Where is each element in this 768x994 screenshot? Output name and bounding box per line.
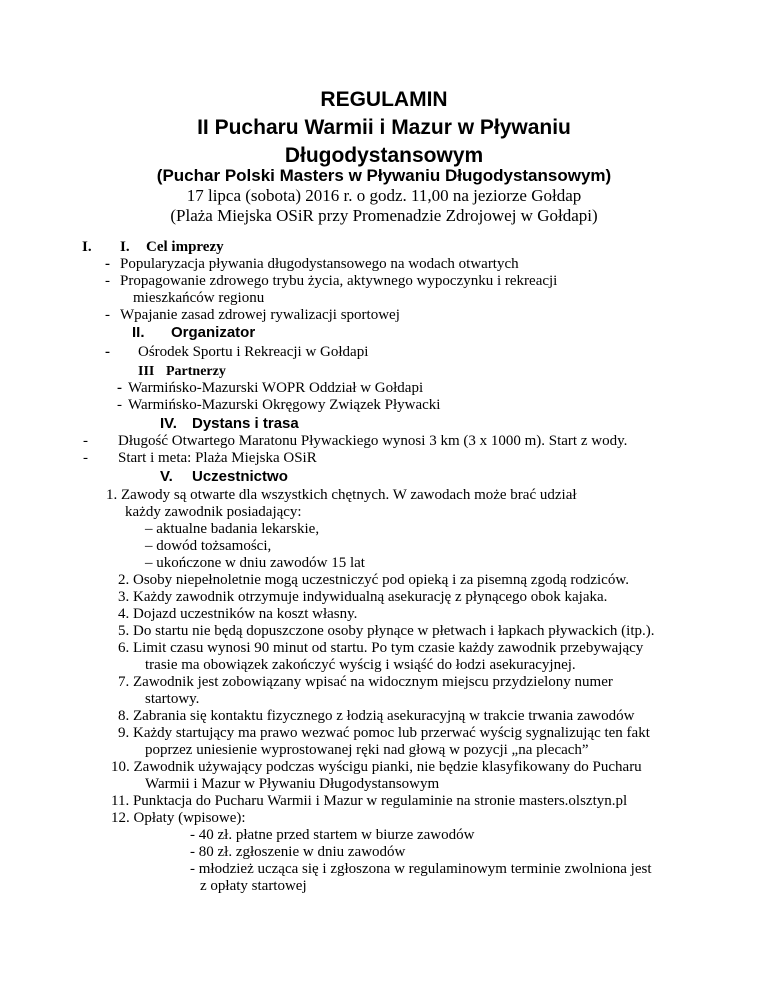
section5-fee-2: - 80 zł. zgłoszenie w dniu zawodów [190,844,406,860]
section5-line-9: 5. Do startu nie będą dopuszczone osoby płynące w płetwach i łapkach pływackich (itp.). [118,623,655,639]
section3-item-1: Warmińsko-Mazurski WOPR Oddział w Gołdapi [128,380,424,396]
section5-line-7: 3. Każdy zawodnik otrzymuje indywidualną asekurację z płynącego obok kajaka. [118,589,608,605]
bullet-dash: - [83,450,88,466]
section5-fee-3: - młodzież ucząca się i zgłoszona w regulaminowym terminie zwolniona jest [190,861,652,877]
section5-line-17: 10. Zawodnik używający podczas wyścigu pianki, nie będzie klasyfikowany do Pucharu [111,759,642,775]
section1-item-2: Propagowanie zdrowego trybu życia, aktywnego wypoczynku i rekreacji [120,273,558,289]
section5-fee-1: - 40 zł. płatne przed startem w biurze zawodów [190,827,475,843]
section3-item-2: Warmińsko-Mazurski Okręgowy Związek Pływacki [128,397,441,413]
title-regulamin: REGULAMIN [320,88,448,111]
section5-line-14: 8. Zabrania się kontaktu fizycznego z łodzią asekuracyjną w trakcie trwania zawodów [118,708,635,724]
section1-number: I. [120,239,130,255]
section1-item-3: Wpajanie zasad zdrowej rywalizacji sportowej [120,307,400,323]
section1-title: Cel imprezy [146,239,224,255]
section1-item-2-cont: mieszkańców regionu [133,290,265,306]
section3-number: III [138,364,155,379]
section4-number: IV. [160,415,177,432]
bullet-dash: - [117,397,122,413]
section3-title: Partnerzy [166,364,226,379]
section2-item-1: Ośrodek Sportu i Rekreacji w Gołdapi [138,344,369,360]
section5-line-4: – dowód tożsamości, [145,538,272,554]
section5-title: Uczestnictwo [192,468,288,485]
section5-line-2: każdy zawodnik posiadający: [125,504,302,520]
section5-line-20: 12. Opłaty (wpisowe): [111,810,246,826]
section2-number: II. [132,324,145,341]
bullet-dash: - [105,307,110,323]
section5-line-11: trasie ma obowiązek zakończyć wyścig i wsiąść do łodzi asekuracyjnej. [145,657,576,673]
section5-line-15: 9. Każdy startujący ma prawo wezwać pomoc lub przerwać wyścig sygnalizując ten fakt [118,725,650,741]
section5-line-8: 4. Dojazd uczestników na koszt własny. [118,606,358,622]
section1-item-1: Popularyzacja pływania długodystansowego na wodach otwartych [120,256,519,272]
section5-line-6: 2. Osoby niepełnoletnie mogą uczestniczyć pod opieką i za pisemną zgodą rodziców. [118,572,629,588]
section5-line-5: – ukończone w dniu zawodów 15 lat [145,555,365,571]
subtitle-puchar-polski: (Puchar Polski Masters w Pływaniu Długodystansowym) [156,166,612,185]
outer-roman-numeral: I. [82,239,92,255]
event-date: 17 lipca (sobota) 2016 r. o godz. 11,00 na jeziorze Gołdap [186,186,582,205]
section5-line-19: 11. Punktacja do Pucharu Warmii i Mazur w regulaminie na stronie masters.olsztyn.pl [111,793,628,809]
section5-line-1: 1. Zawody są otwarte dla wszystkich chętnych. W zawodach może brać udział [106,487,577,503]
section5-line-13: startowy. [145,691,200,707]
bullet-dash: - [105,344,110,360]
section4-item-2: Start i meta: Plaża Miejska OSiR [118,450,317,466]
section4-item-1: Długość Otwartego Maratonu Pływackiego wynosi 3 km (3 x 1000 m). Start z wody. [118,433,628,449]
section2-title: Organizator [171,324,256,341]
event-place: (Plaża Miejska OSiR przy Promenadzie Zdrojowej w Gołdapi) [170,206,598,225]
section4-title: Dystans i trasa [192,415,299,432]
section5-line-3: – aktualne badania lekarskie, [145,521,320,537]
bullet-dash: - [117,380,122,396]
section5-number: V. [160,468,173,485]
bullet-dash: - [105,273,110,289]
bullet-dash: - [105,256,110,272]
title-line-3: Długodystansowym [284,144,484,167]
section5-fee-3-cont: z opłaty startowej [200,878,307,894]
title-line-2: II Pucharu Warmii i Mazur w Pływaniu [197,116,571,139]
section5-line-12: 7. Zawodnik jest zobowiązany wpisać na widocznym miejscu przydzielony numer [118,674,613,690]
section5-line-10: 6. Limit czasu wynosi 90 minut od startu. Po tym czasie każdy zawodnik przebywający [118,640,644,656]
bullet-dash: - [83,433,88,449]
section5-line-16: poprzez uniesienie wyprostowanej ręki nad głową w pozycji „na plecach” [145,742,589,758]
section5-line-18: Warmii i Mazur w Pływaniu Długodystansowym [145,776,440,792]
